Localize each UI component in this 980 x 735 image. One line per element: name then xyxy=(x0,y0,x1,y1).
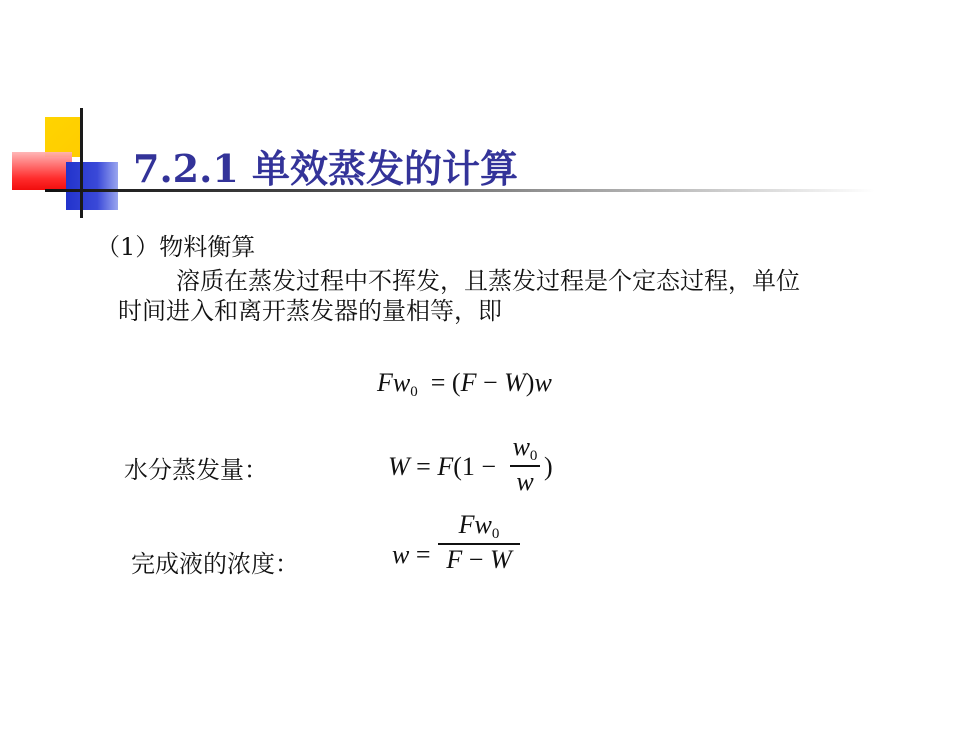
paragraph-line-2: 时间进入和离开蒸发器的量相等，即 xyxy=(118,297,502,325)
deco-vertical-line xyxy=(80,108,83,218)
label-concentration: 完成液的浓度： xyxy=(131,550,299,578)
body-paragraph xyxy=(96,266,896,326)
deco-red-square xyxy=(12,152,72,190)
deco-yellow-square xyxy=(45,117,83,157)
deco-blue-square xyxy=(66,162,118,210)
slide-title: 7.2.1 单效蒸发的计算 xyxy=(133,146,519,191)
paragraph-line-1: 溶质在蒸发过程中不挥发，且蒸发过程是个定态过程，单位 xyxy=(176,267,800,295)
section-heading: （1）物料衡算 xyxy=(96,233,256,261)
label-water-evaporated: 水分蒸发量： xyxy=(124,456,268,484)
equation-mass-balance: $Fw_0 = (F - W)w$ xyxy=(377,368,552,400)
